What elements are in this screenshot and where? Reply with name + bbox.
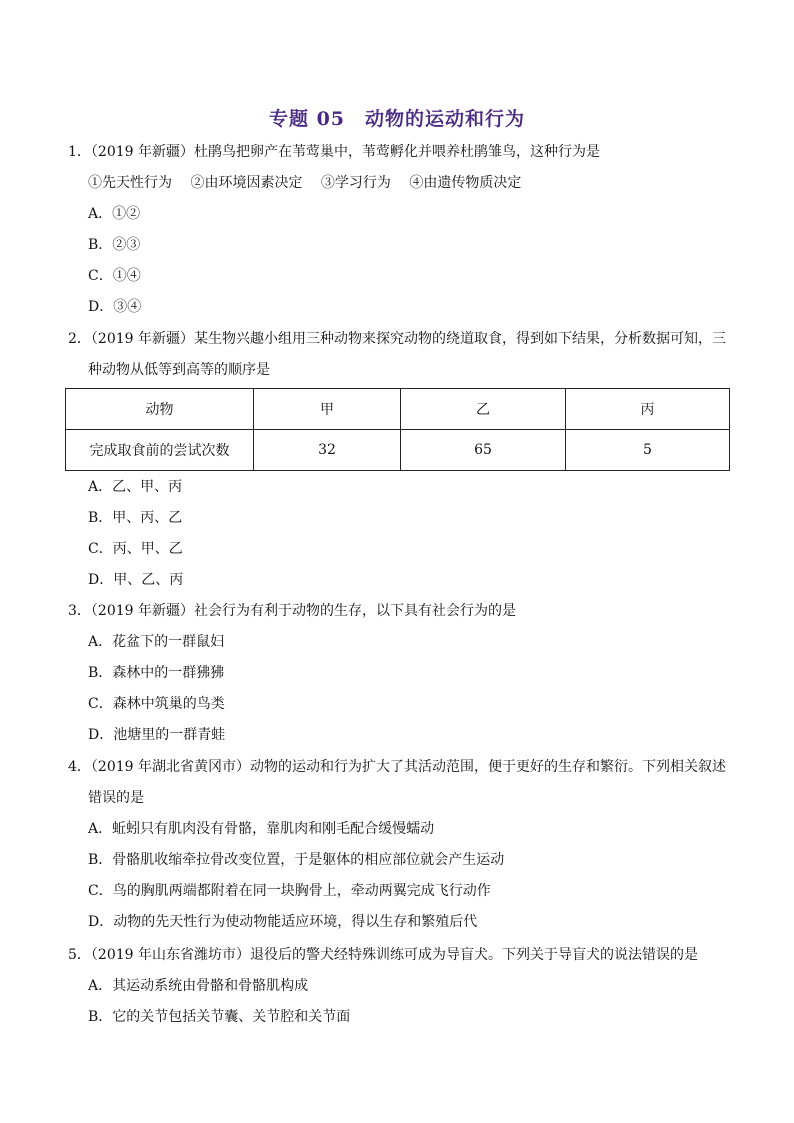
option-a: A．花盆下的一群鼠妇 (88, 634, 225, 650)
inline-options (68, 168, 728, 199)
question-2-options (68, 472, 728, 596)
question-1 (68, 137, 728, 323)
table-header: 乙 (401, 389, 566, 430)
inline-option: ①先天性行为 (88, 175, 172, 191)
option-b: B．甲、丙、乙 (88, 510, 183, 526)
table-cell: 65 (401, 430, 566, 471)
question-stem: 5．（2019 年山东省潍坊市）退役后的警犬经特殊训练可成为导盲犬。下列关于导盲犬的说法错误的是 (68, 947, 698, 963)
table-cell: 完成取食前的尝试次数 (66, 430, 254, 471)
option-c: C．鸟的胸肌两端都附着在同一块胸骨上，牵动两翼完成飞行动作 (88, 883, 491, 899)
table-cell: 5 (566, 430, 730, 471)
option-a: A．其运动系统由骨骼和骨骼肌构成 (88, 978, 309, 994)
question-stem: 4．（2019 年湖北省黄冈市）动物的运动和行为扩大了其活动范围，便于更好的生存和繁衍。下列相关叙述错误的是 (68, 759, 726, 806)
data-table (65, 388, 730, 471)
table-header: 甲 (254, 389, 401, 430)
option-a: A．①② (88, 206, 141, 222)
table-header: 丙 (566, 389, 730, 430)
question-stem: 2．（2019 年新疆）某生物兴趣小组用三种动物来探究动物的绕道取食，得到如下结果，分析数据可知，三种动物从低等到高等的顺序是 (68, 331, 726, 378)
page-title: 专题 05 动物的运动和行为 (268, 108, 526, 130)
option-c: C．丙、甲、乙 (88, 541, 183, 557)
option-d: D．池塘里的一群青蛙 (88, 727, 226, 743)
option-b: B．②③ (88, 237, 141, 253)
option-b: B．森林中的一群狒狒 (88, 665, 225, 681)
table-row (66, 430, 730, 471)
question-stem: 1．（2019 年新疆）杜鹃鸟把卵产在苇莺巢中，苇莺孵化并喂养杜鹃雏鸟，这种行为是 (68, 144, 600, 160)
option-d: D．③④ (88, 299, 142, 315)
option-b: B．骨骼肌收缩牵拉骨改变位置，于是躯体的相应部位就会产生运动 (88, 852, 505, 868)
option-b: B．它的关节包括关节囊、关节腔和关节面 (88, 1009, 351, 1025)
inline-option: ④由遗传物质决定 (409, 175, 522, 191)
question-4 (68, 752, 728, 938)
option-c: C．森林中筑巢的鸟类 (88, 696, 225, 712)
option-d: D．甲、乙、丙 (88, 572, 184, 588)
table-header: 动物 (66, 389, 254, 430)
inline-option: ②由环境因素决定 (190, 175, 303, 191)
table-header-row (66, 389, 730, 430)
option-a: A．蚯蚓只有肌肉没有骨骼，靠肌肉和刚毛配合缓慢蠕动 (88, 821, 435, 837)
question-5 (68, 940, 728, 1033)
option-a: A．乙、甲、丙 (88, 479, 183, 495)
question-3 (68, 596, 728, 751)
table-cell: 32 (254, 430, 401, 471)
question-stem: 3．（2019 年新疆）社会行为有利于动物的生存，以下具有社会行为的是 (68, 603, 516, 619)
question-2 (68, 324, 728, 386)
option-c: C．①④ (88, 268, 141, 284)
inline-option: ③学习行为 (320, 175, 391, 191)
option-d: D．动物的先天性行为使动物能适应环境，得以生存和繁殖后代 (88, 914, 478, 930)
